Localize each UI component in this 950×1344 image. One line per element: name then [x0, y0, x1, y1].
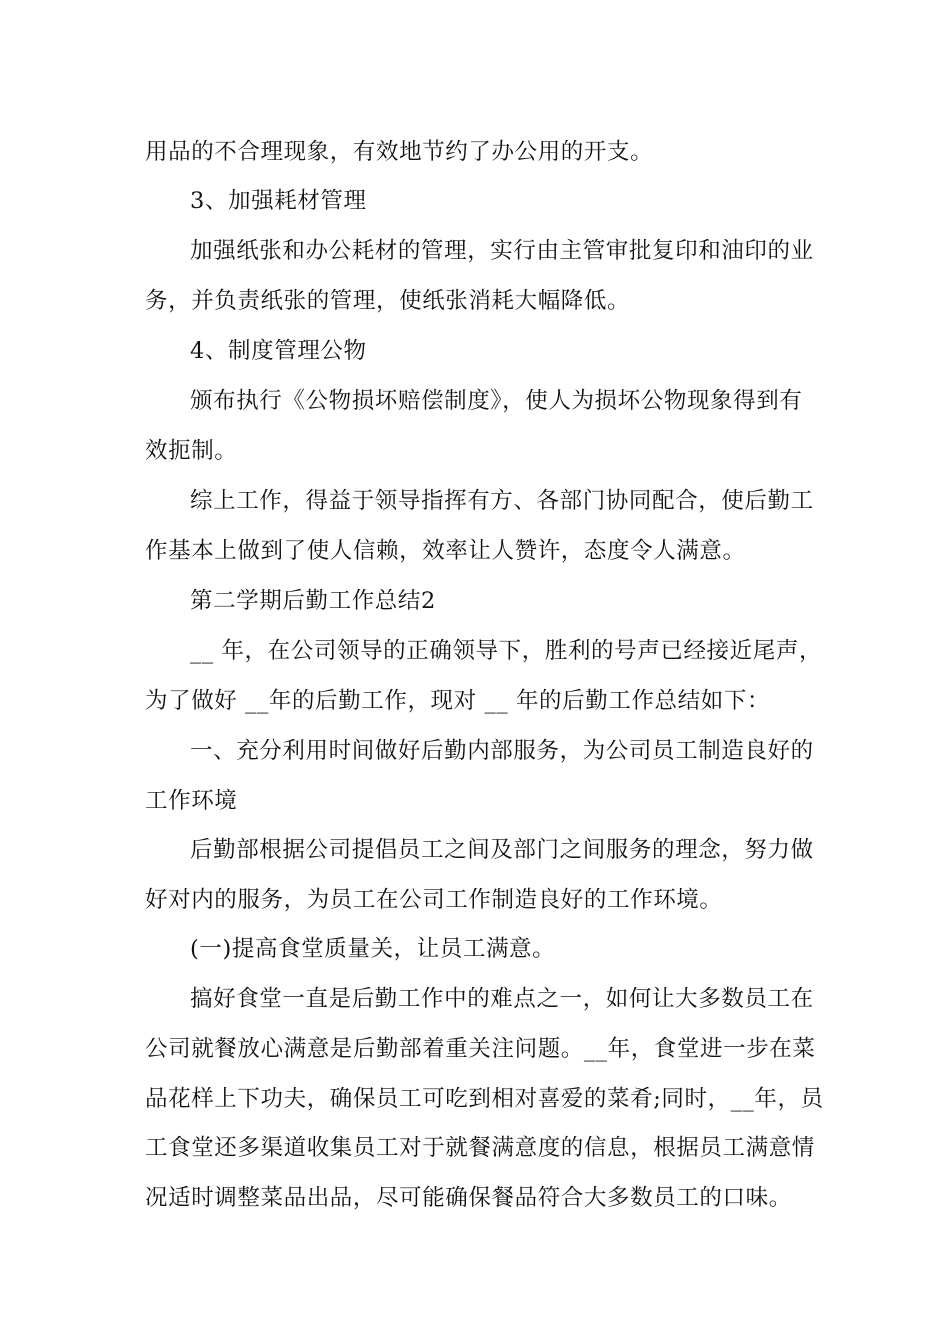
- section-heading: 工作环境: [145, 788, 238, 814]
- paragraph-line: 颁布执行《公物损坏赔偿制度》，使人为损坏公物现象得到有: [190, 388, 803, 414]
- paragraph-line: 用品的不合理现象，有效地节约了办公用的开支。: [145, 139, 654, 165]
- paragraph-line: 况适时调整菜品出品，尽可能确保餐品符合大多数员工的口味。: [145, 1185, 792, 1211]
- paragraph-line: 后勤部根据公司提倡员工之间及部门之间服务的理念，努力做: [190, 837, 814, 863]
- paragraph-line: 品花样上下功夫，确保员工可吃到相对喜爱的菜肴;同时，__年，员: [145, 1086, 824, 1112]
- paragraph-line: 效扼制。: [145, 438, 238, 464]
- paragraph-line: 搞好食堂一直是后勤工作中的难点之一，如何让大多数员工在: [190, 986, 814, 1012]
- paragraph-line: __ 年，在公司领导的正确领导下，胜利的号声已经接近尾声，: [190, 638, 823, 664]
- section-heading: 一、充分利用时间做好后勤内部服务，为公司员工制造良好的: [190, 738, 814, 764]
- document-title: 第二学期后勤工作总结2: [190, 588, 436, 614]
- paragraph-line: 工食堂还多渠道收集员工对于就餐满意度的信息，根据员工满意情: [145, 1135, 815, 1161]
- subsection-heading: (一)提高食堂质量关，让员工满意。: [190, 936, 556, 962]
- section-heading: 3、加强耗材管理: [190, 188, 367, 214]
- paragraph-line: 公司就餐放心满意是后勤部着重关注问题。__年，食堂进一步在菜: [145, 1036, 816, 1062]
- paragraph-line: 为了做好 __年的后勤工作，现对 __ 年的后勤工作总结如下：: [145, 688, 771, 714]
- section-heading: 4、制度管理公物: [190, 338, 367, 364]
- paragraph-line: 综上工作，得益于领导指挥有方、各部门协同配合，使后勤工: [190, 488, 814, 514]
- paragraph-line: 作基本上做到了使人信赖，效率让人赞许，态度令人满意。: [145, 538, 746, 564]
- paragraph-line: 务，并负责纸张的管理，使纸张消耗大幅降低。: [145, 288, 631, 314]
- paragraph-line: 加强纸张和办公耗材的管理，实行由主管审批复印和油印的业: [190, 238, 814, 264]
- paragraph-line: 好对内的服务，为员工在公司工作制造良好的工作环境。: [145, 887, 723, 913]
